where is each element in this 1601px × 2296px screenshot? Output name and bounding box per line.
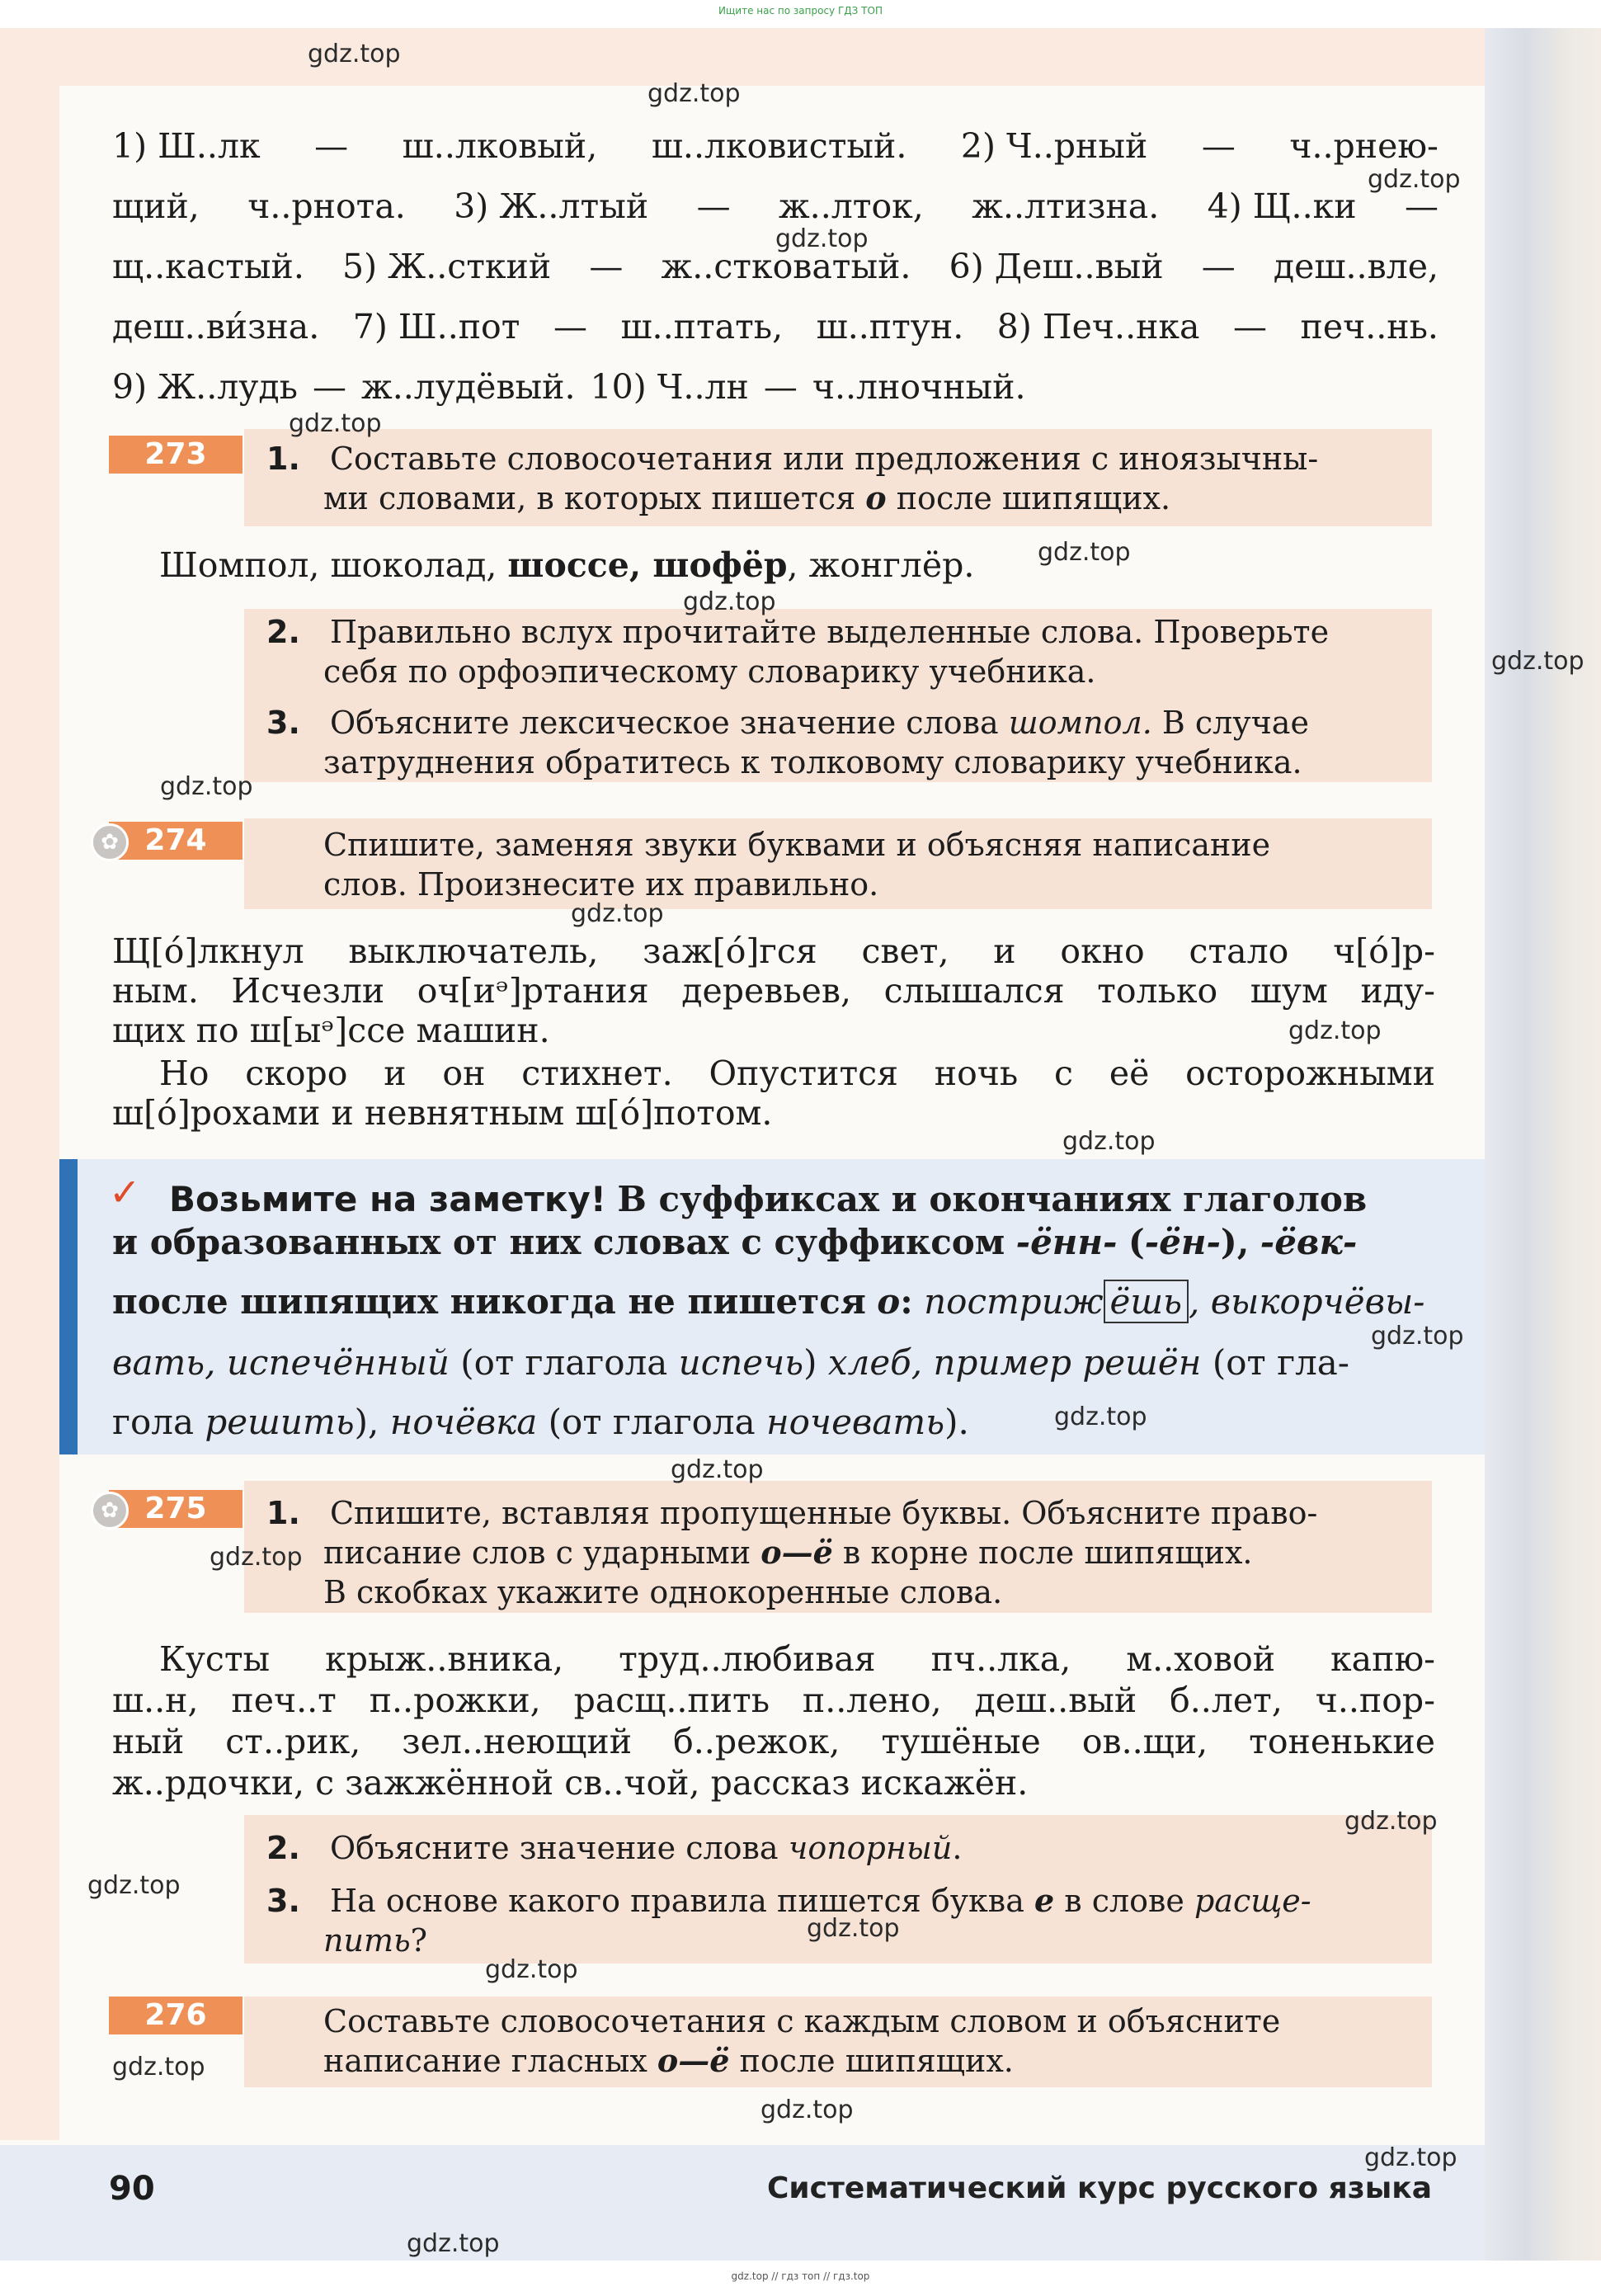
watermark: gdz.top: [1344, 1807, 1438, 1836]
watermark: gdz.top: [647, 79, 741, 108]
watermark: gdz.top: [1062, 1127, 1156, 1156]
flower-icon: ✿: [91, 823, 129, 861]
note-line-3: после шипящих никогда не пишется о: постриж ёшь , выкорчёвы-: [112, 1281, 1425, 1322]
task-275-text-line: Кусты крыж..вника, труд..любивая пч..лка, м..ховой капю-: [159, 1639, 1435, 1679]
task-275-q1-cont-2: В скобках укажите однокоренные слова.: [323, 1574, 1003, 1610]
left-margin: [0, 28, 59, 2140]
task-275-text-line: ный ст..рик, зел..неющий б..режок, тушёные ов..щи, тоненькие: [112, 1722, 1435, 1761]
page-number: 90: [109, 2170, 155, 2208]
exercise-272-line: деш..ви́зна. 7) Ш..пот — ш..птать, ш..птун. 8) Печ..нка — печ..нь.: [112, 307, 1439, 347]
watermark: gdz.top: [407, 2229, 500, 2258]
task-276-badge: 276: [109, 1997, 243, 2034]
watermark: gdz.top: [683, 587, 776, 616]
task-273-q1-cont: ми словами, в которых пишется о после шипящих.: [323, 479, 1171, 516]
watermark: gdz.top: [1288, 1016, 1382, 1045]
task-274-text-line: ным. Исчезли оч[иᵊ]ртания деревьев, слышался только шум иду-: [112, 971, 1435, 1011]
task-273-q2-cont: себя по орфоэпическому словарику учебника.: [323, 653, 1096, 690]
flower-icon: ✿: [91, 1492, 129, 1530]
exercise-272-line: щий, ч..рнота. 3) Ж..лтый — ж..лток, ж..лтизна. 4) Щ..ки —: [112, 186, 1439, 226]
watermark: gdz.top: [1054, 1403, 1147, 1431]
watermark: gdz.top: [1371, 1322, 1464, 1351]
task-274-text-line: Но скоро и он стихнет. Опустится ночь с её осторожными: [159, 1054, 1435, 1093]
watermark: gdz.top: [1038, 538, 1131, 567]
task-275-q2: 2. Объясните значение слова чопорный.: [266, 1830, 963, 1866]
task-276-q-cont: написание гласных о—ё после шипящих.: [323, 2042, 1014, 2079]
task-273-q3: 3. Объясните лексическое значение слова шомпол. В случае: [266, 705, 1309, 741]
check-icon: ✓: [109, 1170, 141, 1214]
note-line-1: Возьмите на заметку! В суффиксах и окончаниях глаголов: [169, 1179, 1368, 1219]
watermark: gdz.top: [760, 2096, 854, 2124]
watermark: gdz.top: [1368, 165, 1461, 194]
task-274-text-line: ш[о́]рохами и невнятным ш[о́]потом.: [112, 1093, 773, 1133]
task-274-badge: 274: [109, 822, 243, 860]
watermark: gdz.top: [1364, 2143, 1457, 2172]
exercise-272-line: 9) Ж..лудь — ж..лудёвый. 10) Ч..лн — ч..лночный.: [112, 367, 1026, 407]
note-line-4: вать, испечённый (от глагола испечь) хлеб, пример решён (от гла-: [112, 1342, 1350, 1383]
watermark: gdz.top: [210, 1543, 303, 1572]
task-276-q: Составьте словосочетания с каждым словом и объясните: [323, 2003, 1281, 2039]
top-margin: [0, 28, 1485, 86]
watermark: gdz.top: [87, 1871, 181, 1900]
note-line-5: гола решить), ночёвка (от глагола ночевать).: [112, 1402, 969, 1442]
watermark: gdz.top: [807, 1914, 900, 1943]
watermark: gdz.top: [571, 899, 664, 928]
exercise-272-line: 1) Ш..лк — ш..лковый, ш..лковистый. 2) Ч..рный — ч..рнею-: [112, 126, 1439, 166]
task-275-text-line: ж..рдочки, с зажжённой св..чой, рассказ искажён.: [112, 1763, 1029, 1803]
task-275-q1-cont: писание слов с ударными о—ё в корне после шипящих.: [323, 1534, 1253, 1571]
watermark: gdz.top: [485, 1955, 578, 1984]
task-274-text-line: щих по ш[ыᵊ]ссе машин.: [112, 1011, 550, 1050]
task-273-q2: 2. Правильно вслух прочитайте выделенные слова. Проверьте: [266, 614, 1330, 650]
task-274-q: Спишите, заменяя звуки буквами и объясняя написание: [323, 827, 1271, 863]
watermark: gdz.top: [160, 772, 253, 801]
watermark: gdz.top: [671, 1455, 764, 1484]
note-heading: Возьмите на заметку!: [169, 1179, 606, 1219]
task-275-q3-cont: пить?: [323, 1922, 428, 1959]
top-banner: Ищите нас по запросу ГДЗ ТОП: [718, 5, 883, 17]
task-275-q3: 3. На основе какого правила пишется буква е в слове расще-: [266, 1882, 1311, 1919]
bottom-banner: gdz.top // гдз топ // гдз.top: [731, 2270, 870, 2282]
watermark: gdz.top: [308, 40, 401, 68]
task-275-text-line: ш..н, печ..т п..рожки, расщ..пить п..лено, деш..вый б..лет, ч..пор-: [112, 1681, 1435, 1720]
watermark: gdz.top: [289, 409, 382, 438]
note-line-2: и образованных от них словах с суффиксом -ённ- (-ён-), -ёвк-: [112, 1222, 1358, 1262]
book-title: Систематический курс русского языка: [767, 2171, 1432, 2205]
ending-box: ёшь: [1104, 1280, 1189, 1323]
task-273-badge: 273: [109, 436, 243, 474]
q-number: 1.: [266, 441, 300, 477]
watermark: gdz.top: [112, 2053, 205, 2081]
watermark: gdz.top: [1491, 647, 1585, 676]
note-bar: [59, 1159, 78, 1454]
task-275-q1: 1. Спишите, вставляя пропущенные буквы. Объясните право-: [266, 1495, 1318, 1531]
task-274-text-line: Щ[о́]лкнул выключатель, заж[о́]гся свет, и окно стало ч[о́]р-: [112, 931, 1435, 971]
task-275-badge: 275: [109, 1490, 243, 1528]
task-273-q1: 1. Составьте словосочетания или предложения с иноязычны-: [266, 441, 1319, 477]
task-273-q3-cont: затруднения обратитесь к толковому словарику учебника.: [323, 744, 1302, 780]
task-274-q-cont: слов. Произнесите их правильно.: [323, 866, 879, 903]
page-edge: [1485, 28, 1601, 2296]
task-273-words: Шомпол, шоколад, шоссе, шофёр, жонглёр.: [159, 545, 975, 585]
exercise-272-line: щ..кастый. 5) Ж..сткий — ж..стковатый. 6) Деш..вый — деш..вле,: [112, 247, 1439, 286]
watermark: gdz.top: [775, 224, 869, 253]
